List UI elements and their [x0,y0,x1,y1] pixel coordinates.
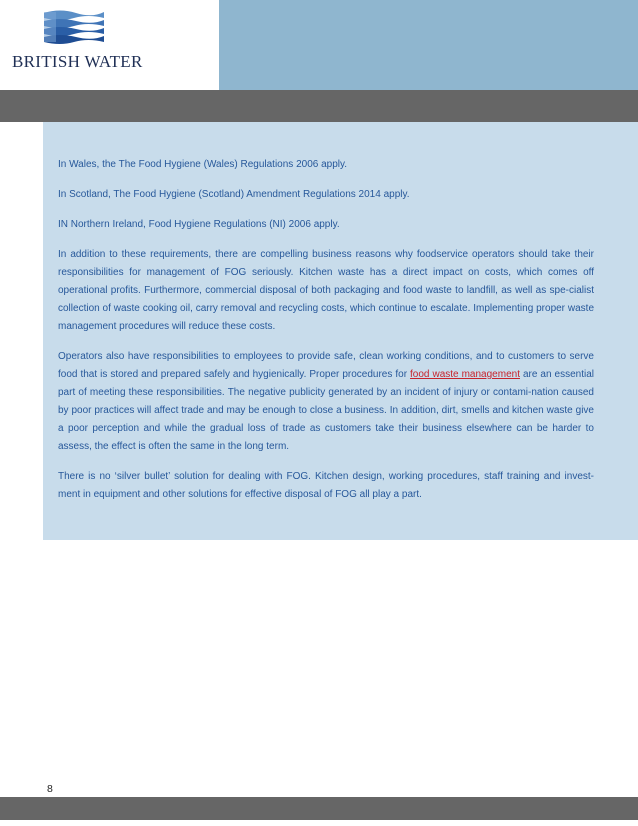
british-water-logo [10,8,210,84]
paragraph-responsibilities-start: Operators also have responsibilities to employees to provide safe, clean working conditions, and to customers to serve food that is stored and prepared safely and hygienically. Proper procedures for [58,351,594,380]
page-number: 8 [47,783,53,795]
body-text [58,156,594,504]
header-gray-band [0,90,638,122]
paragraph-responsibilities [58,348,594,456]
paragraph-northern-ireland: IN Northern Ireland, Food Hygiene Regulations (NI) 2006 apply. [58,219,340,230]
paragraph-wales: In Wales, the The Food Hygiene (Wales) Regulations 2006 apply. [58,159,348,170]
footer-gray-band [0,797,638,820]
paragraph-scotland: In Scotland, The Food Hygiene (Scotland) Amendment Regulations 2014 apply. [58,189,410,200]
logo-wordmark: BRITISH WATER [12,52,143,71]
paragraph-silver-bullet: There is no ‘silver bullet’ solution for dealing with FOG. Kitchen design, working procedures, staff training and invest-ment in equipment and other solutions for effective disposal of FOG all play a part. [58,471,594,500]
paragraph-responsibilities-end: are an essential part of meeting these responsibilities. The negative publicity generated by an incident of injury or contami-nation caused by poor practices will affect trade and may be enough to close a business. In addition, dirt, smells and kitchen waste give a poor perception and while the gradual loss of trade as customers take their business elsewhere can be harder to assess, the effect is often the same in the long term. [58,369,595,452]
paragraph-business-reasons: In addition to these requirements, there are compelling business reasons why foodservice operators should take their responsibilities for management of FOG seriously. Kitchen waste has a direct impact on costs, which comes off operational profits. Furthermore, commercial disposal of both packaging and food waste to landfill, as well as spe-cialist collection of waste cooking oil, carry removal and recycling costs, which continue to escalate. Implementing proper waste management procedures will reduce these costs. [58,249,594,332]
header-blue-panel [219,0,638,90]
food-waste-management-link[interactable]: food waste management [410,369,520,380]
wave-logo-icon [42,8,106,46]
